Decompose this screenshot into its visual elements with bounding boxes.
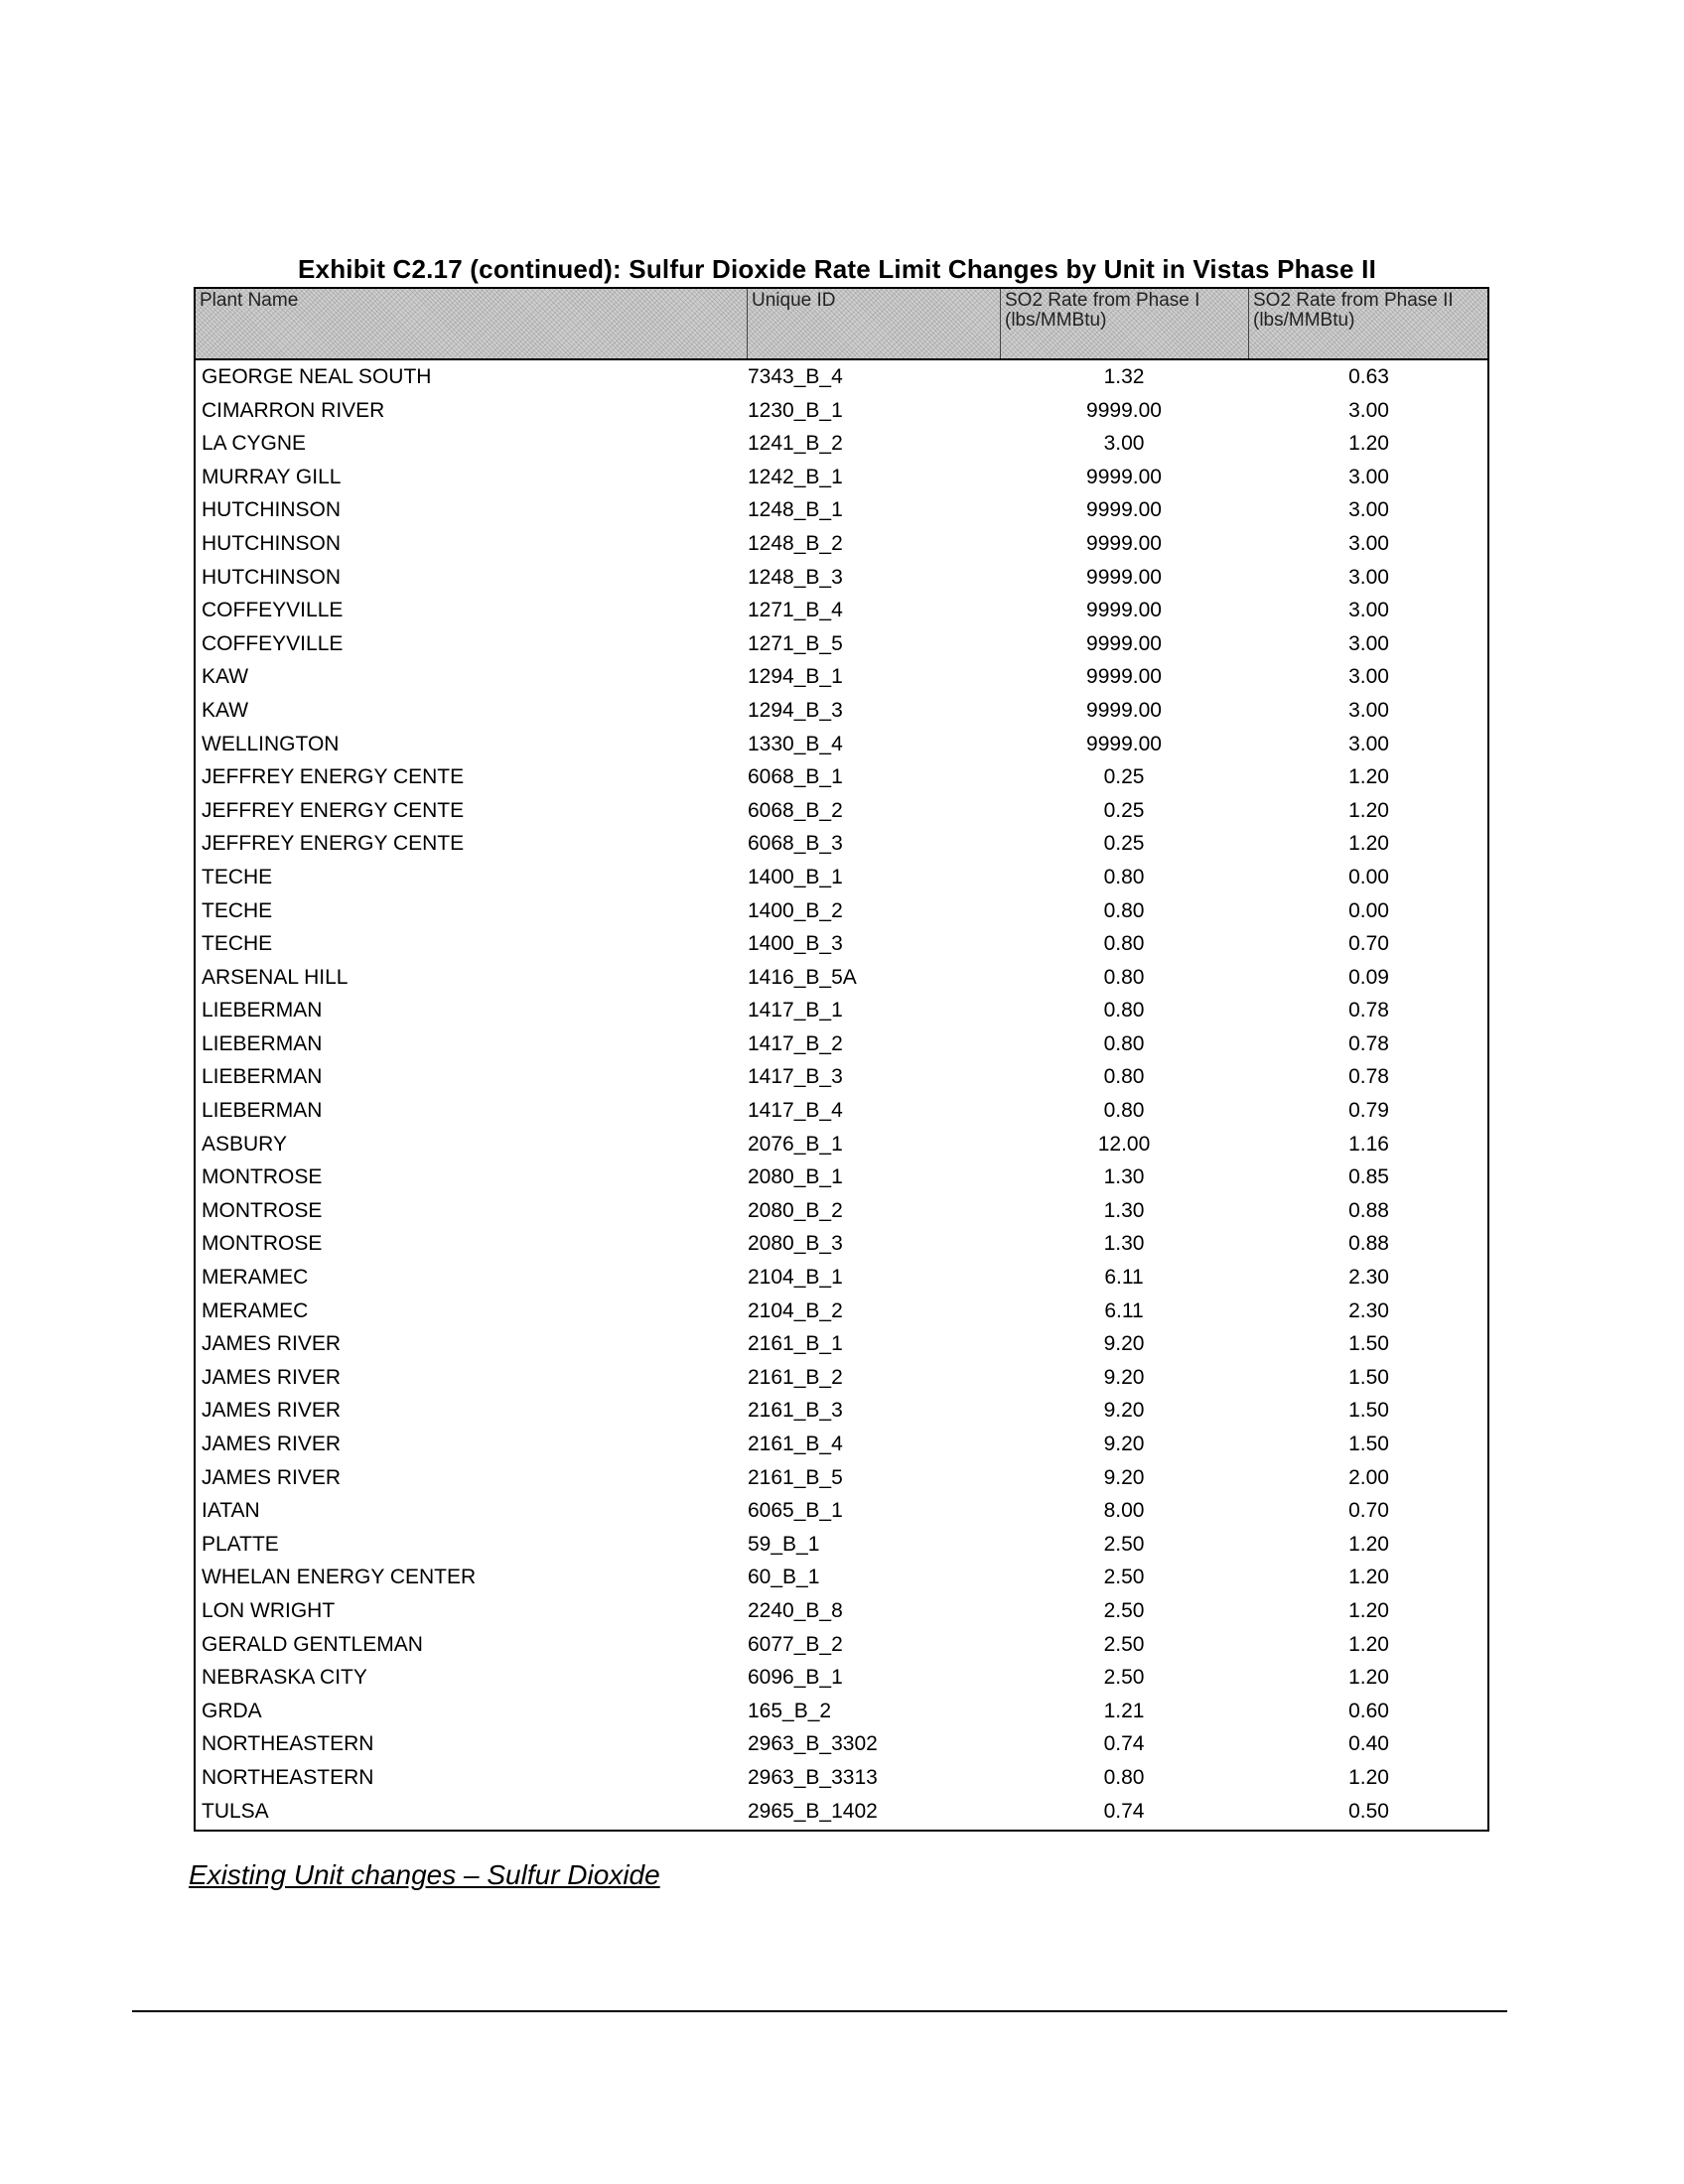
cell-so2-phase-1: 6.11	[1104, 1266, 1144, 1290]
cell-unique-id: 2963_B_3313	[748, 1765, 878, 1789]
cell-so2-phase-1: 2.50	[1103, 1598, 1145, 1622]
cell-unique-id: 2963_B_3302	[748, 1732, 878, 1756]
table-row	[196, 594, 1487, 627]
cell-unique-id: 1400_B_3	[748, 932, 843, 956]
cell-so2-phase-2: 3.00	[1348, 665, 1389, 689]
cell-plant-name: NORTHEASTERN	[202, 1765, 374, 1789]
cell-so2-phase-2: 1.20	[1348, 798, 1389, 822]
cell-so2-phase-1: 2.50	[1103, 1532, 1145, 1556]
cell-plant-name: GEORGE NEAL SOUTH	[202, 365, 432, 388]
cell-plant-name: KAW	[202, 698, 249, 722]
cell-so2-phase-1: 0.80	[1103, 932, 1145, 956]
cell-so2-phase-2: 3.00	[1348, 565, 1389, 589]
table-row	[196, 961, 1487, 995]
cell-so2-phase-2: 3.00	[1348, 531, 1389, 555]
cell-unique-id: 1400_B_1	[748, 865, 843, 888]
cell-so2-phase-2: 0.78	[1348, 999, 1389, 1023]
cell-plant-name: MERAMEC	[202, 1298, 309, 1322]
cell-so2-phase-2: 0.40	[1348, 1732, 1389, 1756]
cell-so2-phase-2: 1.20	[1348, 1666, 1389, 1690]
cell-plant-name: COFFEYVILLE	[202, 631, 344, 655]
table-header-row	[196, 289, 1487, 360]
cell-so2-phase-1: 0.25	[1103, 798, 1145, 822]
table-row	[196, 1027, 1487, 1061]
cell-so2-phase-1: 1.30	[1103, 1232, 1145, 1256]
table-row	[196, 461, 1487, 494]
cell-unique-id: 2965_B_1402	[748, 1799, 878, 1823]
cell-plant-name: JEFFREY ENERGY CENTE	[202, 798, 465, 822]
cell-unique-id: 1248_B_1	[748, 498, 843, 522]
cell-plant-name: IATAN	[202, 1499, 260, 1523]
cell-unique-id: 165_B_2	[748, 1699, 832, 1722]
cell-so2-phase-1: 9999.00	[1086, 665, 1162, 689]
cell-so2-phase-1: 0.74	[1103, 1799, 1145, 1823]
table-row	[196, 394, 1487, 428]
cell-plant-name: LIEBERMAN	[202, 1065, 323, 1089]
cell-so2-phase-2: 0.70	[1348, 932, 1389, 956]
cell-so2-phase-1: 0.80	[1103, 1099, 1145, 1123]
cell-plant-name: MONTROSE	[202, 1198, 323, 1222]
cell-so2-phase-2: 3.00	[1348, 465, 1389, 488]
cell-so2-phase-2: 0.50	[1348, 1799, 1389, 1823]
table-row	[196, 1494, 1487, 1528]
cell-unique-id: 1271_B_4	[748, 599, 843, 622]
header-plant-name: Plant Name	[200, 290, 299, 311]
cell-so2-phase-2: 0.60	[1348, 1699, 1389, 1722]
cell-so2-phase-2: 0.09	[1348, 965, 1389, 989]
cell-unique-id: 1294_B_3	[748, 698, 843, 722]
cell-unique-id: 6096_B_1	[748, 1666, 843, 1690]
table-row	[196, 1160, 1487, 1194]
cell-so2-phase-1: 6.11	[1104, 1298, 1144, 1322]
cell-so2-phase-2: 2.30	[1348, 1266, 1389, 1290]
cell-plant-name: HUTCHINSON	[202, 531, 341, 555]
cell-plant-name: WELLINGTON	[202, 732, 340, 755]
cell-so2-phase-2: 0.00	[1348, 865, 1389, 888]
header-so2-phase-1: SO2 Rate from Phase I (lbs/MMBtu)	[1000, 289, 1248, 358]
cell-plant-name: GRDA	[202, 1699, 262, 1722]
cell-so2-phase-2: 0.63	[1348, 365, 1389, 388]
cell-plant-name: LON WRIGHT	[202, 1598, 336, 1622]
cell-so2-phase-1: 2.50	[1103, 1632, 1145, 1656]
table-row	[196, 1628, 1487, 1662]
cell-so2-phase-1: 3.00	[1103, 432, 1145, 456]
cell-so2-phase-2: 0.88	[1348, 1232, 1389, 1256]
cell-so2-phase-2: 0.88	[1348, 1198, 1389, 1222]
cell-so2-phase-2: 0.70	[1348, 1499, 1389, 1523]
cell-unique-id: 2104_B_2	[748, 1298, 843, 1322]
footer-divider	[132, 2010, 1507, 2012]
cell-so2-phase-1: 0.80	[1103, 965, 1145, 989]
section-heading: Existing Unit changes – Sulfur Dioxide	[189, 1859, 660, 1890]
table-row	[196, 1428, 1487, 1461]
cell-unique-id: 1417_B_4	[748, 1099, 843, 1123]
cell-plant-name: TECHE	[202, 932, 273, 956]
cell-plant-name: ASBURY	[202, 1132, 287, 1156]
cell-so2-phase-1: 9.20	[1103, 1365, 1145, 1389]
cell-so2-phase-1: 0.80	[1103, 1765, 1145, 1789]
cell-plant-name: PLATTE	[202, 1532, 279, 1556]
table-body	[196, 360, 1487, 1828]
cell-so2-phase-2: 1.50	[1348, 1399, 1389, 1423]
cell-so2-phase-1: 9999.00	[1086, 531, 1162, 555]
table-row	[196, 1727, 1487, 1761]
cell-so2-phase-1: 0.80	[1103, 999, 1145, 1023]
cell-unique-id: 2161_B_1	[748, 1332, 843, 1356]
table-row	[196, 1761, 1487, 1795]
cell-plant-name: LA CYGNE	[202, 432, 307, 456]
cell-so2-phase-1: 0.25	[1103, 832, 1145, 856]
cell-so2-phase-2: 0.85	[1348, 1165, 1389, 1189]
cell-unique-id: 6077_B_2	[748, 1632, 843, 1656]
cell-plant-name: ARSENAL HILL	[202, 965, 349, 989]
cell-unique-id: 2076_B_1	[748, 1132, 843, 1156]
cell-so2-phase-2: 1.20	[1348, 1532, 1389, 1556]
table-row	[196, 493, 1487, 527]
cell-plant-name: MONTROSE	[202, 1232, 323, 1256]
table-row	[196, 1060, 1487, 1094]
table-row	[196, 1094, 1487, 1128]
table-row	[196, 561, 1487, 595]
cell-unique-id: 2240_B_8	[748, 1598, 843, 1622]
cell-plant-name: JEFFREY ENERGY CENTE	[202, 832, 465, 856]
cell-so2-phase-1: 2.50	[1103, 1566, 1145, 1589]
cell-so2-phase-1: 12.00	[1097, 1132, 1151, 1156]
cell-so2-phase-2: 1.50	[1348, 1332, 1389, 1356]
cell-plant-name: MURRAY GILL	[202, 465, 342, 488]
cell-so2-phase-2: 3.00	[1348, 732, 1389, 755]
table-row	[196, 1227, 1487, 1261]
table-row	[196, 994, 1487, 1027]
cell-so2-phase-2: 1.50	[1348, 1433, 1389, 1455]
cell-so2-phase-2: 3.00	[1348, 599, 1389, 622]
cell-so2-phase-1: 9999.00	[1086, 732, 1162, 755]
table-row	[196, 827, 1487, 861]
cell-so2-phase-1: 9.20	[1103, 1465, 1145, 1489]
cell-unique-id: 7343_B_4	[748, 365, 843, 388]
cell-so2-phase-2: 1.50	[1348, 1365, 1389, 1389]
cell-plant-name: TECHE	[202, 898, 273, 922]
cell-plant-name: JEFFREY ENERGY CENTE	[202, 765, 465, 789]
cell-so2-phase-1: 9999.00	[1086, 565, 1162, 589]
cell-so2-phase-2: 1.20	[1348, 432, 1389, 456]
cell-so2-phase-2: 1.20	[1348, 832, 1389, 856]
cell-plant-name: COFFEYVILLE	[202, 599, 344, 622]
cell-so2-phase-1: 1.32	[1103, 365, 1145, 388]
cell-unique-id: 1271_B_5	[748, 631, 843, 655]
cell-so2-phase-2: 1.20	[1348, 1765, 1389, 1789]
cell-plant-name: JAMES RIVER	[202, 1365, 342, 1389]
cell-so2-phase-2: 2.30	[1348, 1298, 1389, 1322]
cell-plant-name: NORTHEASTERN	[202, 1732, 374, 1756]
table-row	[196, 1528, 1487, 1562]
cell-unique-id: 2161_B_3	[748, 1399, 843, 1423]
cell-unique-id: 2161_B_2	[748, 1365, 843, 1389]
cell-plant-name: WHELAN ENERGY CENTER	[202, 1566, 477, 1589]
cell-so2-phase-2: 3.00	[1348, 631, 1389, 655]
cell-unique-id: 1230_B_1	[748, 398, 843, 422]
cell-plant-name: CIMARRON RIVER	[202, 398, 385, 422]
cell-plant-name: MERAMEC	[202, 1266, 309, 1290]
cell-so2-phase-1: 0.74	[1103, 1732, 1145, 1756]
cell-unique-id: 6065_B_1	[748, 1499, 843, 1523]
cell-unique-id: 6068_B_3	[748, 832, 843, 856]
cell-plant-name: LIEBERMAN	[202, 1031, 323, 1055]
cell-so2-phase-1: 0.80	[1103, 898, 1145, 922]
cell-so2-phase-1: 9999.00	[1086, 398, 1162, 422]
cell-so2-phase-1: 0.80	[1103, 1065, 1145, 1089]
cell-unique-id: 6068_B_2	[748, 798, 843, 822]
cell-so2-phase-1: 9.20	[1103, 1399, 1145, 1423]
cell-so2-phase-2: 0.79	[1348, 1099, 1389, 1123]
cell-unique-id: 1417_B_2	[748, 1031, 843, 1055]
cell-so2-phase-2: 1.20	[1348, 1598, 1389, 1622]
cell-plant-name: JAMES RIVER	[202, 1399, 342, 1423]
cell-so2-phase-1: 0.25	[1103, 765, 1145, 789]
table-row	[196, 1295, 1487, 1328]
table-row	[196, 1361, 1487, 1395]
cell-so2-phase-1: 9999.00	[1086, 599, 1162, 622]
cell-so2-phase-2: 1.20	[1348, 1632, 1389, 1656]
cell-plant-name: JAMES RIVER	[202, 1433, 342, 1455]
cell-so2-phase-2: 0.78	[1348, 1031, 1389, 1055]
table-row	[196, 1594, 1487, 1628]
table-row	[196, 794, 1487, 828]
cell-so2-phase-1: 0.80	[1103, 865, 1145, 888]
cell-unique-id: 1241_B_2	[748, 432, 843, 456]
cell-unique-id: 1248_B_3	[748, 565, 843, 589]
cell-plant-name: LIEBERMAN	[202, 1099, 323, 1123]
cell-so2-phase-2: 3.00	[1348, 498, 1389, 522]
cell-so2-phase-2: 1.16	[1348, 1132, 1389, 1156]
cell-unique-id: 1242_B_1	[748, 465, 843, 488]
cell-so2-phase-2: 0.00	[1348, 898, 1389, 922]
table-row	[196, 1795, 1487, 1829]
cell-so2-phase-1: 1.21	[1103, 1699, 1145, 1722]
table-row	[196, 527, 1487, 561]
cell-unique-id: 2104_B_1	[748, 1266, 843, 1290]
table-row	[196, 927, 1487, 961]
exhibit-title: Exhibit C2.17 (continued): Sulfur Dioxide Rate Limit Changes by Unit in Vistas Phase II	[298, 254, 1376, 284]
header-so2-phase-2: SO2 Rate from Phase II (lbs/MMBtu)	[1248, 289, 1489, 358]
table-row	[196, 1128, 1487, 1161]
table-row	[196, 427, 1487, 461]
cell-so2-phase-1: 1.30	[1103, 1165, 1145, 1189]
cell-so2-phase-1: 9999.00	[1086, 698, 1162, 722]
cell-unique-id: 1417_B_3	[748, 1065, 843, 1089]
cell-unique-id: 2080_B_2	[748, 1198, 843, 1222]
cell-unique-id: 2161_B_5	[748, 1465, 843, 1489]
cell-plant-name: GERALD GENTLEMAN	[202, 1632, 423, 1656]
cell-so2-phase-1: 9999.00	[1086, 465, 1162, 488]
cell-unique-id: 2161_B_4	[748, 1433, 843, 1455]
table-row	[196, 627, 1487, 661]
cell-so2-phase-2: 3.00	[1348, 698, 1389, 722]
cell-plant-name: HUTCHINSON	[202, 565, 341, 589]
cell-plant-name: MONTROSE	[202, 1165, 323, 1189]
cell-so2-phase-1: 9999.00	[1086, 498, 1162, 522]
table-row	[196, 360, 1487, 394]
cell-so2-phase-1: 9.20	[1103, 1332, 1145, 1356]
table-row	[196, 728, 1487, 761]
table-row	[196, 1394, 1487, 1428]
table-row	[196, 894, 1487, 928]
cell-unique-id: 60_B_1	[748, 1566, 820, 1589]
cell-so2-phase-2: 1.20	[1348, 1566, 1389, 1589]
table-row	[196, 1695, 1487, 1728]
table-row	[196, 1261, 1487, 1295]
cell-so2-phase-1: 0.80	[1103, 1031, 1145, 1055]
cell-unique-id: 2080_B_3	[748, 1232, 843, 1256]
cell-unique-id: 59_B_1	[748, 1532, 820, 1556]
cell-plant-name: LIEBERMAN	[202, 999, 323, 1023]
table-row	[196, 861, 1487, 894]
table-row	[196, 1561, 1487, 1594]
cell-so2-phase-1: 2.50	[1103, 1666, 1145, 1690]
table-row	[196, 1194, 1487, 1228]
cell-unique-id: 1294_B_1	[748, 665, 843, 689]
table-row	[196, 760, 1487, 794]
cell-plant-name: HUTCHINSON	[202, 498, 341, 522]
cell-so2-phase-2: 3.00	[1348, 398, 1389, 422]
cell-plant-name: TECHE	[202, 865, 273, 888]
cell-unique-id: 1248_B_2	[748, 531, 843, 555]
cell-plant-name: JAMES RIVER	[202, 1332, 342, 1356]
cell-plant-name: TULSA	[202, 1799, 269, 1823]
cell-so2-phase-1: 9.20	[1103, 1433, 1145, 1455]
table-row	[196, 660, 1487, 694]
cell-so2-phase-1: 9999.00	[1086, 631, 1162, 655]
cell-unique-id: 1417_B_1	[748, 999, 843, 1023]
cell-unique-id: 2080_B_1	[748, 1165, 843, 1189]
cell-unique-id: 1330_B_4	[748, 732, 843, 755]
cell-plant-name: KAW	[202, 665, 249, 689]
cell-unique-id: 1416_B_5A	[748, 965, 857, 989]
cell-so2-phase-1: 1.30	[1103, 1198, 1145, 1222]
cell-plant-name: JAMES RIVER	[202, 1465, 342, 1489]
cell-so2-phase-1: 8.00	[1103, 1499, 1145, 1523]
cell-so2-phase-2: 1.20	[1348, 765, 1389, 789]
table-row	[196, 1661, 1487, 1695]
cell-unique-id: 1400_B_2	[748, 898, 843, 922]
cell-unique-id: 6068_B_1	[748, 765, 843, 789]
table-row	[196, 1461, 1487, 1495]
cell-so2-phase-2: 0.78	[1348, 1065, 1389, 1089]
header-unique-id: Unique ID	[747, 289, 1000, 358]
cell-so2-phase-2: 2.00	[1348, 1465, 1389, 1489]
table-row	[196, 1327, 1487, 1361]
cell-plant-name: NEBRASKA CITY	[202, 1666, 367, 1690]
table-row	[196, 694, 1487, 728]
so2-rate-table	[194, 287, 1489, 1832]
